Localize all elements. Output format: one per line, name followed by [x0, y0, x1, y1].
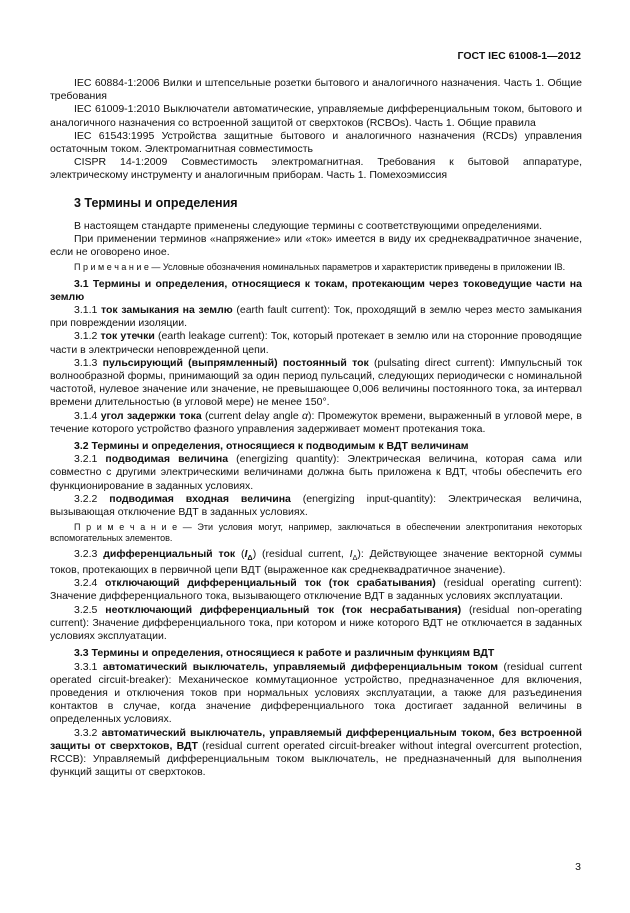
text-run: угол задержки тока [100, 409, 202, 422]
text-run: (residual current operated circuit-breaker): Механическое коммутационное устройство, предназначенное для включения, проведения и отключения токов при нормальных условиях эксплуатации, а также для разъединения контактов в случае, когда значение дифференциального тока достигает заданной величины в определенных условиях. [50, 660, 582, 726]
text-run: пульсирующий (выпрямленный) постоянный ток [102, 356, 369, 369]
text-run: 3.2.1 [74, 453, 106, 466]
subsection-heading-3-3 [50, 647, 582, 660]
term-3-1-1 [50, 304, 582, 330]
text-run: (residual non-operating current): Значение дифференциального тока, при котором и ниже которого ВДТ не отключается в заданных условиях эксплуатации. [50, 603, 582, 643]
text-run: I [349, 547, 353, 560]
term-3-3-1 [50, 661, 582, 727]
text-run: 3.1.4 [74, 409, 101, 422]
text-run: (energizing quantity): Электрическая величина, которая сама или совместно с другими электрическими величинами должна быть приложена к ВДТ, чтобы обеспечить его функционирование в заданных условиях. [50, 453, 582, 492]
text-run: IEC 60884-1:2006 Вилки и штепсельные розетки бытового и аналогичного назначения. Часть 1. Общие требования [50, 77, 582, 103]
text-run: П р и м е ч а н и е — Эти условия могут, например, заключаться в обеспечении электропитания некоторых вспомогательных элементов. [50, 522, 582, 544]
text-run: ток замыкания на землю [101, 303, 233, 316]
text-run: ток утечки [100, 330, 155, 343]
text-run: 3.2.2 [74, 492, 110, 505]
term-3-2-2 [50, 493, 582, 519]
text-run: 3.1.3 [74, 356, 103, 369]
section-heading-3 [50, 196, 582, 211]
text-run: 3.3 Термины и определения, относящиеся к работе и различным функциям ВДТ [74, 647, 495, 660]
text-run: 3.2 Термины и определения, относящиеся к подводимым к ВДТ величинам [74, 439, 469, 452]
text-run: α [302, 409, 308, 422]
ref-iec-61009 [50, 103, 582, 129]
text-run: 3.2.3 [74, 547, 104, 560]
term-3-1-2 [50, 330, 582, 356]
text-run: (residual current operated circuit-breaker without integral overcurrent protection, RCCB): Управляемый дифференциальным током выключатель, не предназначенный для выполнения функций защиты от сверхтоков. [50, 739, 582, 779]
text-run: (energizing input-quantity): Электрическая величина, вызывающая отключение ВДТ в заданных условиях. [50, 492, 582, 518]
text-run: IEC 61543:1995 Устройства защитные бытового и аналогичного назначения (RCDs) управления остаточным током. Электромагнитная совместимость [50, 129, 582, 156]
text-run: CISPR 14-1:2009 Совместимость электромагнитная. Требования к бытовой аппаратуре, электрическому инструменту и аналогичным приборам. Часть 1. Помехоэмиссия [50, 156, 582, 182]
ref-cispr-14-1 [50, 156, 582, 182]
note-appendix-ib [50, 262, 582, 273]
text-run: автоматический выключатель, управляемый дифференциальным током [102, 660, 499, 673]
text-run: (pulsating direct current): Импульсный ток волнообразной формы, принимающий за один период пульсаций, следующих периодически с номинальной частотой, нулевое значение или значение, не превышающее 0,006 величины постоянного тока, за интервал времени длительностью (в угловой мере) не менее 150°. [50, 356, 582, 409]
subsection-heading-3-2 [50, 440, 582, 453]
ref-iec-60884 [50, 77, 582, 103]
text-run: ): Промежуток времени, выраженный в угловой мере, в течение которого устройство фазного управления задерживает момент протекания тока. [50, 409, 582, 435]
term-3-1-3 [50, 357, 582, 410]
document-content [50, 77, 582, 779]
text-run: 3.3.1 [74, 660, 103, 673]
text-run: I [244, 547, 248, 560]
term-3-2-5 [50, 604, 582, 644]
ref-iec-61543 [50, 130, 582, 156]
text-run: 3.2.5 [74, 603, 106, 616]
term-3-2-3 [50, 548, 582, 578]
document-header: ГОСТ IEC 61008-1—2012 [457, 50, 581, 62]
text-run: 3.1.2 [74, 330, 101, 343]
text-run: ( [235, 547, 245, 560]
text-run: (earth fault current): Ток, проходящий в землю через место замыкания при повреждении изоляции. [50, 303, 582, 330]
page-number: 3 [575, 861, 581, 873]
text-run: дифференциальный ток [103, 547, 236, 560]
term-3-2-1 [50, 453, 582, 493]
text-run: IEC 61009-1:2010 Выключатели автоматические, управляемые дифференциальным током, бытового и аналогичного назначения со встроенной защитой от сверхтоков (RCBOs). Часть 1. Общие правила [50, 103, 582, 129]
text-run: 3.1 Термины и определения, относящиеся к токам, протекающим через токоведущие части на землю [50, 277, 582, 303]
subsection-heading-3-1 [50, 278, 582, 304]
text-run: (residual operating current): Значение дифференциального тока, вызывающего отключение ВДТ в заданных условиях эксплуатации. [50, 577, 582, 603]
text-run: отключающий дифференциальный ток (ток срабатывания) [105, 577, 436, 590]
text-run: П р и м е ч а н и е — Условные обозначения номинальных параметров и характеристик приведены в приложении IB. [74, 262, 566, 273]
text-run: автоматический выключатель, управляемый дифференциальным током, без встроенной защиты от сверхтоков, ВДТ [50, 726, 582, 752]
intro-para-2 [50, 233, 582, 259]
text-run: ) (residual current, [252, 547, 350, 560]
text-run: подводимая величина [105, 453, 229, 466]
text-run: неотключающий дифференциальный ток (ток несрабатывания) [105, 603, 462, 616]
term-3-3-2 [50, 727, 582, 780]
text-run: Δ [352, 552, 358, 562]
text-run: При применении терминов «напряжение» или «ток» имеется в виду их среднеквадратичное значение, если не оговорено иное. [50, 232, 582, 259]
text-run: ): Действующее значение векторной суммы токов, протекающих в первичной цепи ВДТ (выраженное как среднеквадратичное значение). [50, 547, 582, 577]
text-run: подводимая входная величина [109, 492, 291, 505]
text-run: 3.3.2 [74, 726, 102, 739]
intro-para-1 [50, 220, 582, 233]
text-run: В настоящем стандарте применены следующие термины с соответствующими определениями. [74, 219, 543, 232]
text-run: 3.2.4 [74, 577, 106, 590]
text-run: (current delay angle [201, 409, 302, 422]
text-run: 3.1.1 [74, 303, 102, 316]
text-run: (earth leakage current): Ток, который протекает в землю или на сторонние проводящие части в электрически неповрежденной цепи. [50, 330, 583, 356]
text-run: Δ [247, 552, 253, 562]
term-3-2-4 [50, 577, 582, 603]
term-3-1-4 [50, 410, 582, 436]
text-run: 3 Термины и определения [74, 195, 238, 210]
note-3-2-2 [50, 522, 582, 545]
